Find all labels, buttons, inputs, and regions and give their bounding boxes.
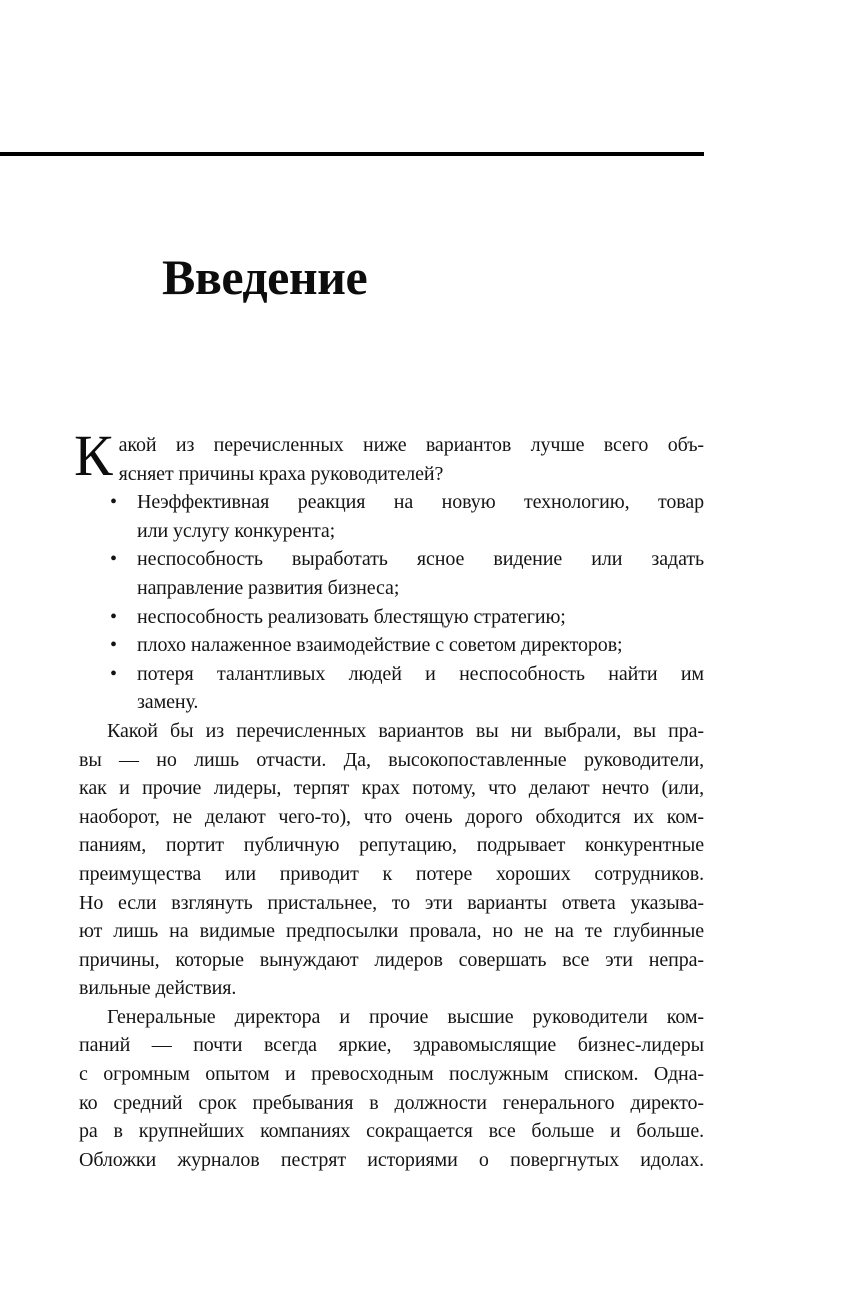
bullet-item-lines (137, 631, 704, 660)
text-line: причины, которые вынуждают лидеров совершать все эти непра- (79, 948, 704, 971)
bullet-item-lines (137, 660, 704, 717)
text-line: Обложки журналов пестрят историями о повергнутых идолах. (79, 1148, 704, 1171)
text-line: ют лишь на видимые предпосылки провала, но не на те глубинные (79, 920, 704, 943)
chapter-title: Введение (162, 249, 368, 305)
text-line: вы — но лишь отчасти. Да, высокопоставленные руководители, (79, 748, 704, 771)
text-line: неспособность реализовать блестящую стратегию; (137, 605, 566, 628)
bullet-item-lines (137, 603, 704, 632)
paragraph (79, 717, 704, 1003)
text-line: паниям, портит публичную репутацию, подрывает конкурентные (79, 834, 704, 857)
text-line: наоборот, не делают чего-то), что очень дорого обходится их ком- (79, 805, 704, 828)
paragraph (74, 423, 704, 488)
bullet-icon: • (110, 662, 117, 685)
text-line: замену. (137, 691, 199, 714)
text-line: направление развития бизнеса; (137, 576, 400, 599)
text-line: Какой бы из перечисленных вариантов вы ни выбрали, вы пра- (107, 719, 704, 742)
bullet-icon: • (110, 634, 117, 657)
text-line: или услугу конкурента; (137, 519, 336, 542)
text-line: неспособность выработать ясное видение или задать (137, 548, 704, 571)
list-item (79, 660, 704, 717)
text-line: паний — почти всегда яркие, здравомыслящие бизнес-лидеры (79, 1034, 704, 1057)
bullet-icon: • (110, 491, 117, 514)
text-line: Неэффективная реакция на новую технологию, товар (137, 491, 704, 514)
text-line: потеря талантливых людей и неспособность найти им (137, 662, 704, 685)
bullet-icon: • (110, 548, 117, 571)
text-line: ко средний срок пребывания в должности генерального директо- (79, 1091, 704, 1114)
text-line: как и прочие лидеры, терпят крах потому, что делают нечто (или, (79, 777, 704, 800)
list-item (79, 488, 704, 545)
list-item (79, 545, 704, 602)
list-item (79, 603, 704, 632)
bullet-icon: • (110, 605, 117, 628)
list-item (79, 631, 704, 660)
text-line: ра в крупнейших компаниях сокращается все больше и больше. (79, 1120, 704, 1143)
bullet-list (79, 488, 704, 717)
text-line: Но если взглянуть пристальнее, то эти варианты ответа указыва- (79, 891, 704, 914)
drop-cap: К (74, 423, 113, 488)
text-line: с огромным опытом и превосходным послужным списком. Одна- (79, 1063, 704, 1086)
chapter-rule (0, 152, 704, 156)
bullet-item-lines (137, 488, 704, 545)
text-line: Какой из перечисленных ниже вариантов лучше всего объ- (74, 423, 704, 488)
body-text (74, 423, 704, 1174)
text-line: Генеральные директора и прочие высшие руководители ком- (107, 1005, 704, 1028)
paragraph (79, 1003, 704, 1175)
text-line: ясняет причины краха руководителей? (118, 462, 444, 485)
text-line: преимущества или приводит к потере хороших сотрудников. (79, 862, 704, 885)
bullet-item-lines (137, 545, 704, 602)
text-line: плохо налаженное взаимодействие с советом директоров; (137, 634, 623, 657)
text-line: вильные действия. (79, 977, 237, 1000)
